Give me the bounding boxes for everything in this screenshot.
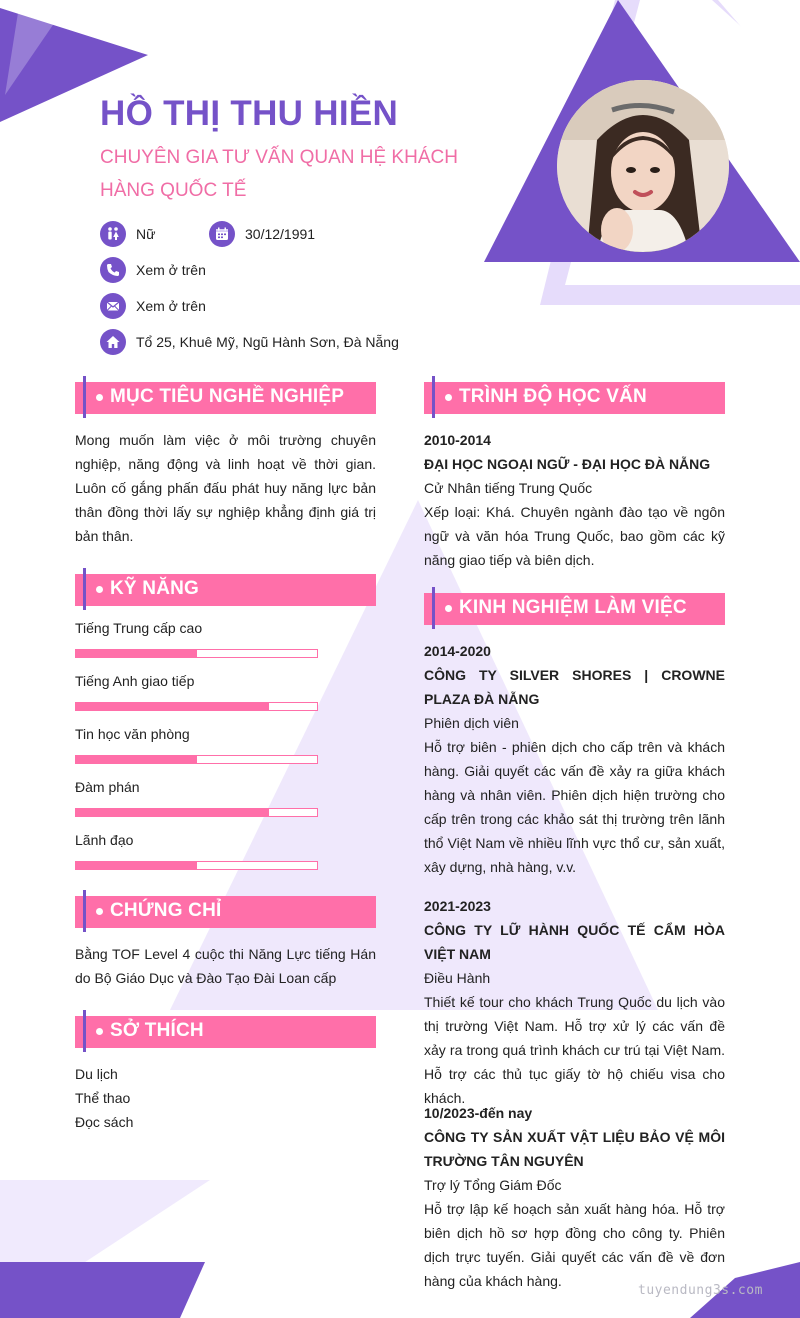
job-company: CÔNG TY LỮ HÀNH QUỐC TẾ CẨM HÒA VIỆT NAM xyxy=(424,922,725,962)
job-period: 2014-2020 xyxy=(424,643,491,659)
objective-text: Mong muốn làm việc ở môi trường chuyên nghiệp, năng động và linh hoạt về thời gian. Luôn cố gắng phấn đấu phát huy năng lực bản thân đồng thời lấy sự nghiệp khẳng định giá trị bản thân. xyxy=(75,432,376,544)
skill-level-bar xyxy=(75,861,318,870)
job-position: Điều Hành xyxy=(424,970,491,986)
candidate-name: HỒ THỊ THU HIỀN xyxy=(100,94,399,133)
skill-level-bar xyxy=(75,702,318,711)
skill-level-bar xyxy=(75,808,318,817)
birthdate-row xyxy=(209,220,315,248)
gender-icon xyxy=(100,221,126,247)
job-position: Trợ lý Tổng Giám Đốc xyxy=(424,1177,562,1193)
hobbies-heading: SỞ THÍCH xyxy=(75,1016,376,1050)
skill-level-bar xyxy=(75,755,318,764)
education-description: Xếp loại: Khá. Chuyên ngành đào tạo về ngôn ngữ và văn hóa Trung Quốc, bao gồm các kỹ năng giao tiếp và biên dịch. xyxy=(424,504,725,568)
job-company: CÔNG TY SILVER SHORES | CROWNE PLAZA ĐÀ NẴNG xyxy=(424,667,725,707)
certificates-text: Bằng TOF Level 4 cuộc thi Năng Lực tiếng Hán do Bộ Giáo Dục và Đào Tạo Đài Loan cấp xyxy=(75,946,376,986)
skill-label: Tiếng Trung cấp cao xyxy=(75,620,203,636)
home-icon xyxy=(100,329,126,355)
phone-icon xyxy=(100,257,126,283)
experience-heading: KINH NGHIỆM LÀM VIỆC xyxy=(424,593,725,627)
job-description: Thiết kế tour cho khách Trung Quốc du lịch vào thị trường Việt Nam. Hỗ trợ xử lý các vấn đề xảy ra trong quá trình khách cư trú tại Việt Nam. Hỗ trợ các thủ tục giấy tờ hộ chiếu visa cho khách. xyxy=(424,994,725,1106)
skill-level-fill xyxy=(76,650,197,657)
email-row xyxy=(100,292,206,320)
gender-value: Nữ xyxy=(136,226,156,242)
address-value: Tổ 25, Khuê Mỹ, Ngũ Hành Sơn, Đà Nẵng xyxy=(136,334,399,350)
avatar-photo xyxy=(557,80,729,252)
job-period: 10/2023-đến nay xyxy=(424,1105,533,1121)
phone-row xyxy=(100,256,206,284)
skill-label: Tiếng Anh giao tiếp xyxy=(75,673,195,689)
skill-label: Tin học văn phòng xyxy=(75,726,190,742)
skill-level-fill xyxy=(76,862,197,869)
watermark: tuyendung3s.com xyxy=(638,1283,763,1298)
hobby-item: Đọc sách xyxy=(75,1114,134,1130)
address-row xyxy=(100,328,399,356)
calendar-icon xyxy=(209,221,235,247)
avatar xyxy=(557,80,729,252)
job-description: Hỗ trợ biên - phiên dịch cho cấp trên và khách hàng. Giải quyết các vấn đề xảy ra giữa khách hàng và nhân viên. Phiên dịch hiện trường cho cấp trên trong các khảo sát thị trường trên lãnh thổ Việt Nam về nhiều lĩnh vực thổ cư, sản xuất, xây dựng, nhà hàng, v.v. xyxy=(424,739,725,875)
gender-row xyxy=(100,220,155,248)
education-period: 2010-2014 xyxy=(424,432,491,448)
job-position: Phiên dịch viên xyxy=(424,715,519,731)
job-period: 2021-2023 xyxy=(424,898,491,914)
email-value: Xem ở trên xyxy=(136,298,206,314)
hobby-item: Thể thao xyxy=(75,1090,131,1106)
education-degree: Cử Nhân tiếng Trung Quốc xyxy=(424,480,593,496)
hobby-item: Du lịch xyxy=(75,1066,118,1082)
skill-level-bar xyxy=(75,649,318,658)
skill-level-fill xyxy=(76,756,197,763)
candidate-title: CHUYÊN GIA TƯ VẤN QUAN HỆ KHÁCH HÀNG QUỐC TẾ xyxy=(100,147,458,201)
envelope-icon xyxy=(100,293,126,319)
skill-level-fill xyxy=(76,809,269,816)
job-description: Hỗ trợ lập kế hoạch sản xuất hàng hóa. Hỗ trợ biên dịch hồ sơ hợp đồng cho công ty. Phiên dịch trực tuyến. Giải quyết các vấn đề về đơn hàng của khách hàng. xyxy=(424,1201,725,1289)
birthdate-value: 30/12/1991 xyxy=(245,226,316,242)
job-company: CÔNG TY SẢN XUẤT VẬT LIỆU BẢO VỆ MÔI TRƯỜNG TÂN NGUYÊN xyxy=(424,1129,725,1169)
education-heading: TRÌNH ĐỘ HỌC VẤN xyxy=(424,382,725,416)
phone-value: Xem ở trên xyxy=(136,262,206,278)
objective-heading: MỤC TIÊU NGHỀ NGHIỆP xyxy=(75,382,376,416)
skill-label: Lãnh đạo xyxy=(75,832,134,848)
skill-label: Đàm phán xyxy=(75,779,140,795)
education-school: ĐẠI HỌC NGOẠI NGỮ - ĐẠI HỌC ĐÀ NẴNG xyxy=(424,456,711,472)
certificates-heading: CHỨNG CHỈ xyxy=(75,896,376,930)
skills-heading: KỸ NĂNG xyxy=(75,574,376,608)
skill-level-fill xyxy=(76,703,269,710)
